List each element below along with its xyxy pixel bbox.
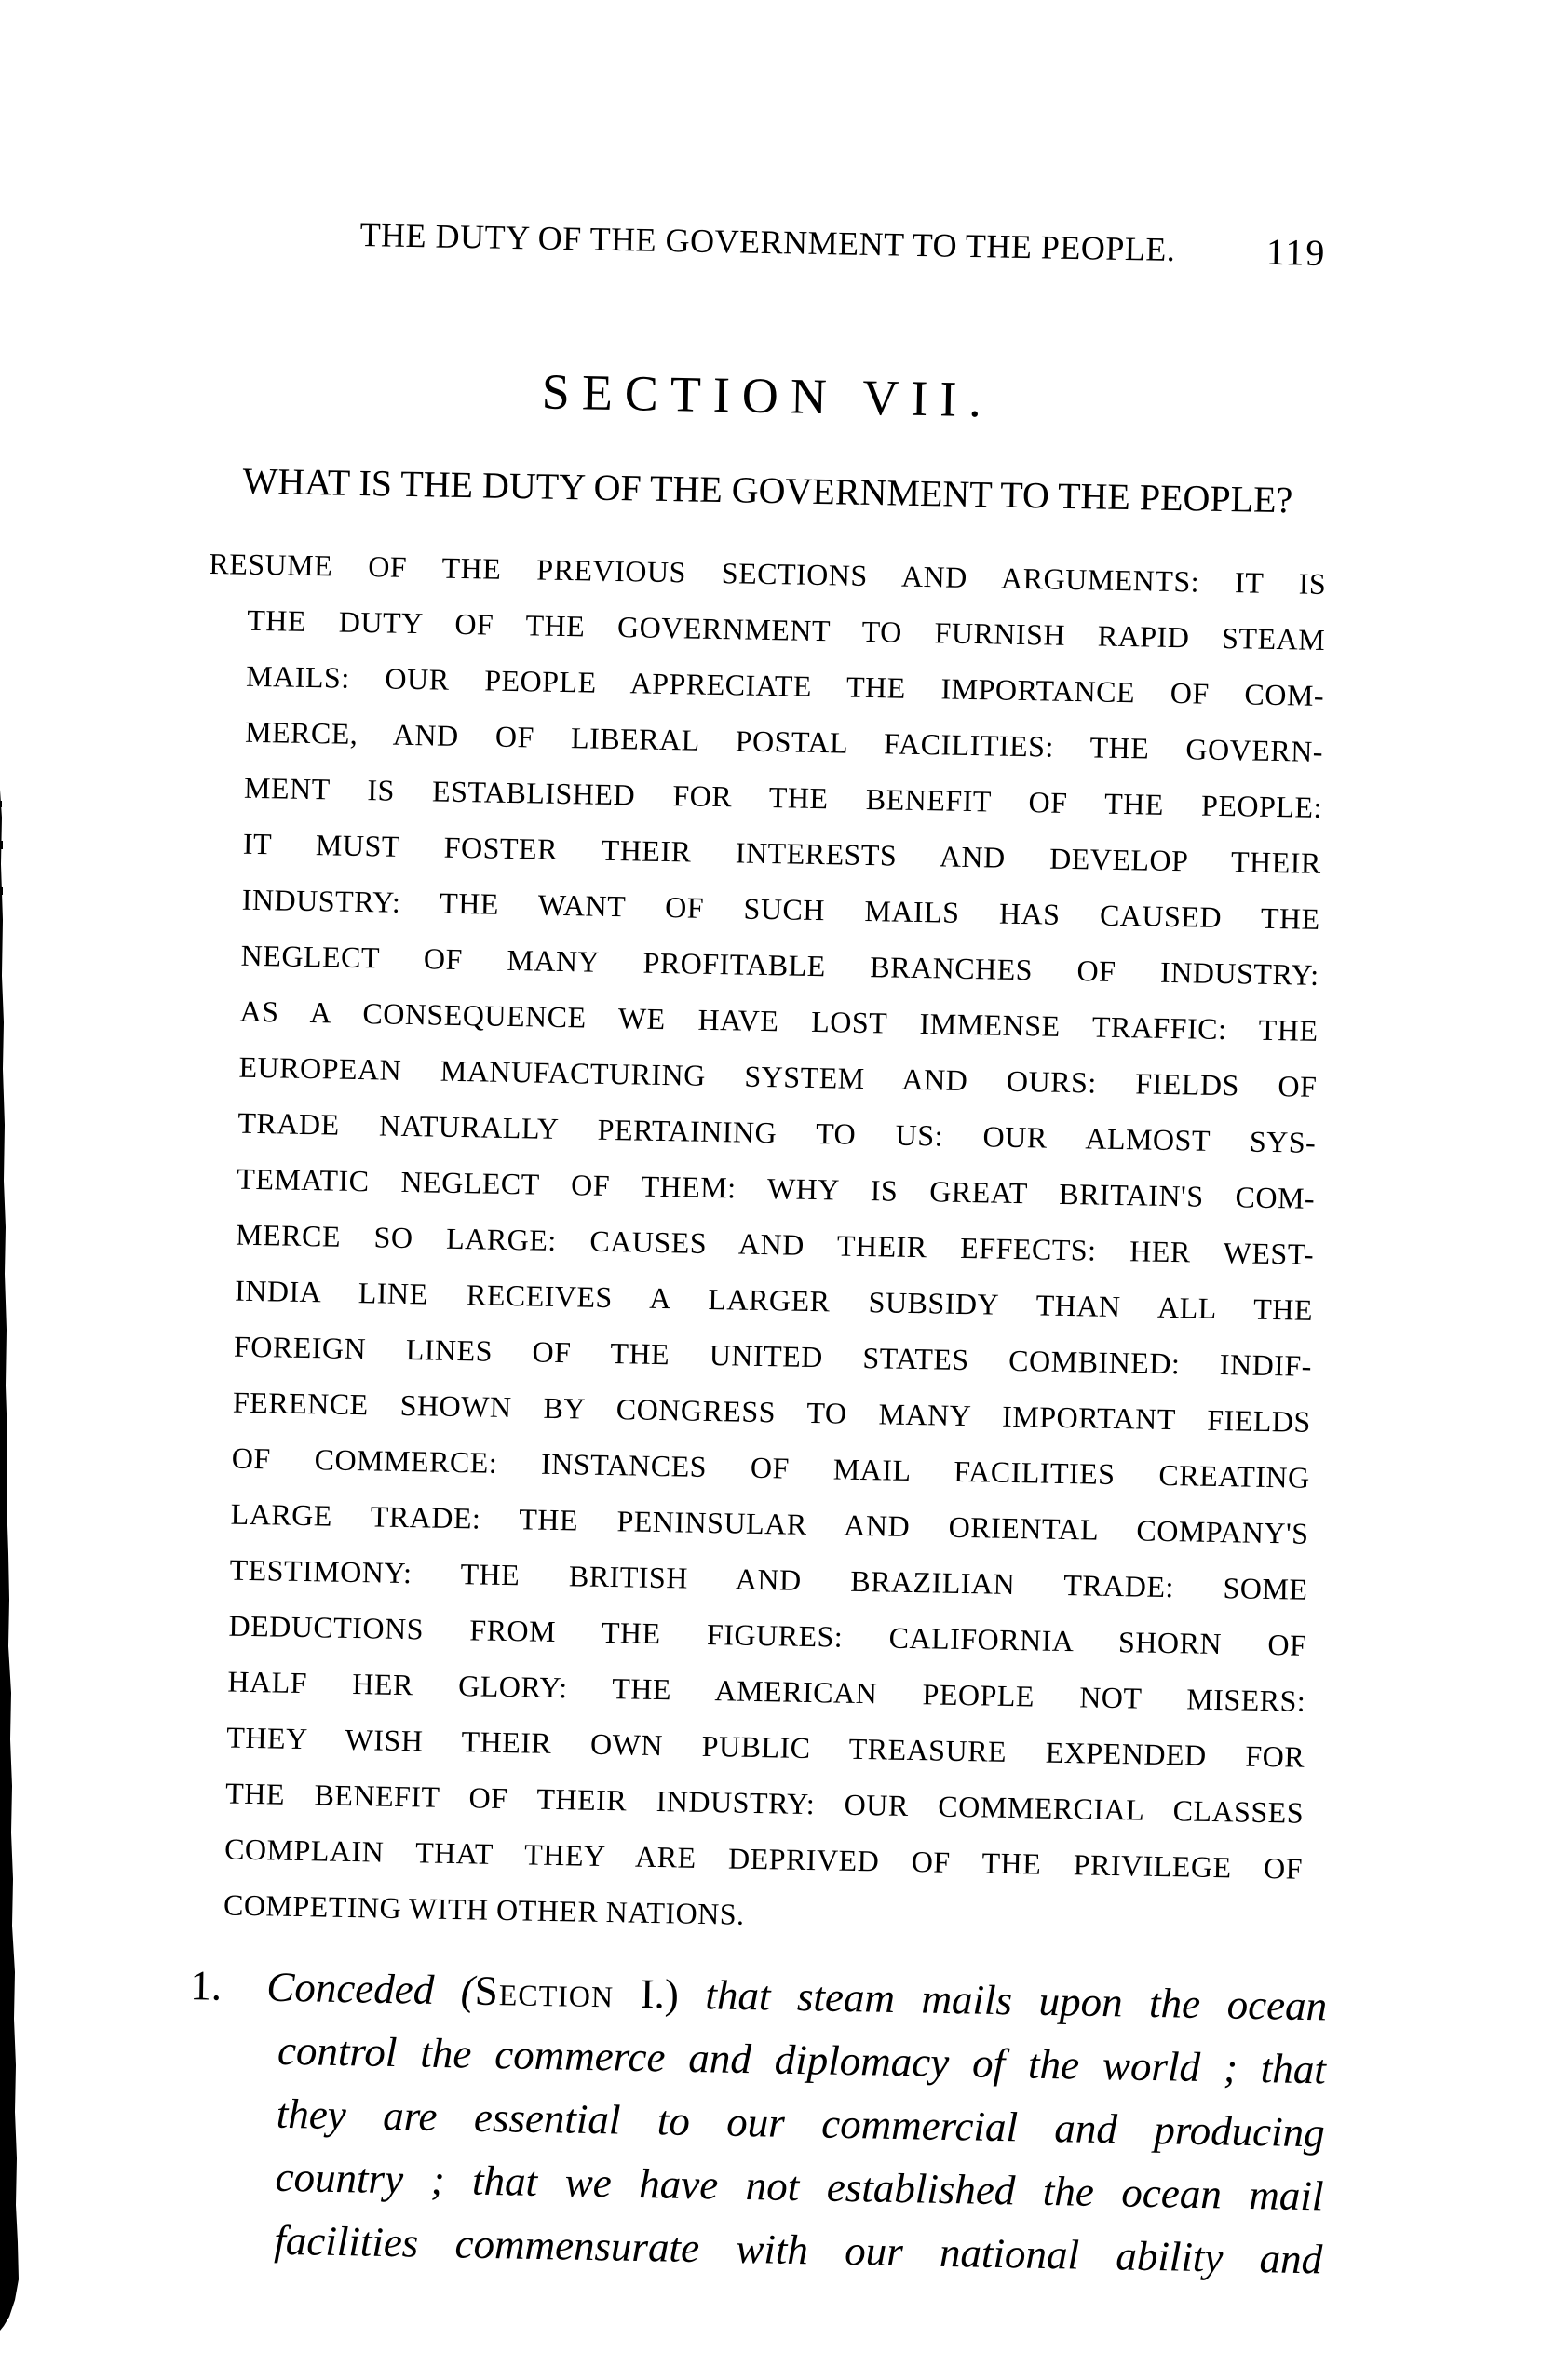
summary-line: HALF HER GLORY: THE AMERICAN PEOPLE NOT MISERS: bbox=[227, 1664, 1306, 1718]
paragraph-text: that steam mails upon the ocean bbox=[705, 1971, 1328, 2030]
summary-line: DEDUCTIONS FROM THE FIGURES: CALIFORNIA SHORN OF bbox=[228, 1608, 1307, 1662]
summary-line: THEY WISH THEIR OWN PUBLIC TREASURE EXPENDED FOR bbox=[226, 1720, 1305, 1774]
paragraph-line: control the commerce and diplomacy of the world ; that bbox=[277, 2026, 1327, 2093]
section-summary bbox=[184, 535, 1327, 1953]
summary-line: AS A CONSEQUENCE WE HAVE LOST IMMENSE TRAFFIC: THE bbox=[239, 994, 1319, 1048]
summary-line: COMPETING WITH OTHER NATIONS. bbox=[223, 1887, 745, 1931]
summary-line: FERENCE SHOWN BY CONGRESS TO MANY IMPORTANT FIELDS bbox=[232, 1385, 1312, 1439]
summary-line: THE DUTY OF THE GOVERNMENT TO FURNISH RAPID STEAM bbox=[247, 602, 1326, 656]
summary-line: EUROPEAN MANUFACTURING SYSTEM AND OURS: FIELDS OF bbox=[238, 1049, 1318, 1103]
summary-line: MERCE, AND OF LIBERAL POSTAL FACILITIES: THE GOVERN- bbox=[244, 714, 1324, 768]
summary-line: LARGE TRADE: THE PENINSULAR AND ORIENTAL COMPANY'S bbox=[230, 1496, 1309, 1550]
running-head bbox=[209, 212, 1327, 272]
summary-line: NEGLECT OF MANY PROFITABLE BRANCHES OF INDUSTRY: bbox=[240, 938, 1319, 992]
paragraph-text: Conceded ( bbox=[265, 1963, 476, 2014]
summary-line: COMPLAIN THAT THEY ARE DEPRIVED OF THE PRIVILEGE OF bbox=[223, 1832, 1304, 1886]
summary-line: TRADE NATURALLY PERTAINING TO US: OUR ALMOST SYS- bbox=[237, 1105, 1317, 1159]
summary-line: FOREIGN LINES OF THE UNITED STATES COMBINED: INDIF- bbox=[233, 1329, 1313, 1383]
summary-line: TEMATIC NEGLECT OF THEM: WHY IS GREAT BRITAIN'S COM- bbox=[237, 1161, 1316, 1215]
running-head-title: THE DUTY OF THE GOVERNMENT TO THE PEOPLE. bbox=[359, 215, 1176, 269]
chapter-subtitle: WHAT IS THE DUTY OF THE GOVERNMENT TO THE PEOPLE? bbox=[242, 459, 1293, 521]
summary-line: TESTIMONY: THE BRITISH AND BRAZILIAN TRADE: SOME bbox=[229, 1552, 1308, 1606]
summary-line: RESUME OF THE PREVIOUS SECTIONS AND ARGUMENTS: IT IS bbox=[209, 546, 1327, 601]
paragraph-number: 1. bbox=[189, 1962, 223, 2009]
summary-line: IT MUST FOSTER THEIR INTERESTS AND DEVELOP THEIR bbox=[242, 826, 1322, 880]
section-reference: Section bbox=[474, 1967, 615, 2017]
summary-line: INDIA LINE RECEIVES A LARGER SUBSIDY THAN ALL THE bbox=[234, 1273, 1314, 1327]
summary-line: INDUSTRY: THE WANT OF SUCH MAILS HAS CAUSED THE bbox=[241, 882, 1320, 936]
section-reference-numeral: I.) bbox=[613, 1969, 706, 2019]
section-heading: SECTION VII. bbox=[541, 363, 994, 428]
paragraph-line: country ; that we have not established the ocean mail bbox=[275, 2153, 1324, 2220]
paragraph-line: they are essential to our commercial and producing bbox=[276, 2089, 1326, 2157]
summary-line: MENT IS ESTABLISHED FOR THE BENEFIT OF THE PEOPLE: bbox=[243, 770, 1323, 824]
summary-line: MERCE SO LARGE: CAUSES AND THEIR EFFECTS: HER WEST- bbox=[235, 1217, 1315, 1271]
summary-line: MAILS: OUR PEOPLE APPRECIATE THE IMPORTANCE OF COM- bbox=[245, 658, 1325, 712]
paragraph-line: facilities commensurate with our national ability and bbox=[273, 2216, 1323, 2283]
summary-line: OF COMMERCE: INSTANCES OF MAIL FACILITIES CREATING bbox=[231, 1440, 1310, 1494]
page-number: 119 bbox=[1265, 230, 1327, 274]
summary-line: THE BENEFIT OF THEIR INDUSTRY: OUR COMMERCIAL CLASSES bbox=[224, 1776, 1305, 1830]
scan-gutter-artifact bbox=[0, 790, 24, 2335]
numbered-paragraph bbox=[181, 1954, 1328, 2291]
